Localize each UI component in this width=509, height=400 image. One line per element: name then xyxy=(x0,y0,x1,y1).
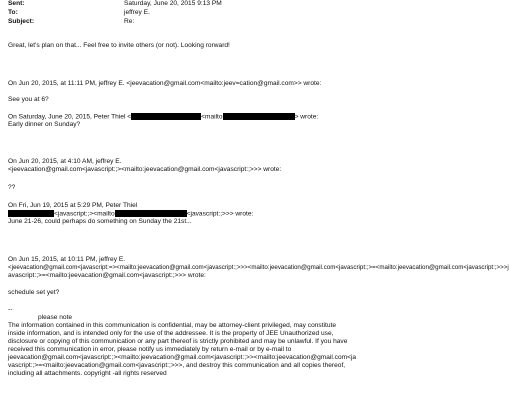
body-line-1: Great, let's plan on that... Feel free to invite others (or not). Looking rorward! xyxy=(8,42,230,49)
disclaimer-line: vascript:;>=<mailto:jeevacation@gmail.com<javascript:;>>>, and destroy this communication and all copies thereof, xyxy=(8,362,346,369)
quote-4-header-c: <javascript:;>>> wrote: xyxy=(186,210,254,218)
quote-2-header xyxy=(8,113,318,121)
to-value: jeffrey E. xyxy=(124,9,150,16)
quote-3-header-2: <jeevacation@gmail.com<javascript:;><mailto:jeevacation@gmail.com<javascript:;>>> wrote: xyxy=(8,166,282,173)
quote-2-header-b: <mailto xyxy=(201,113,223,121)
quote-2-header-a: On Saturday, June 20, 2015, Peter Thiel < xyxy=(8,113,132,121)
quote-4-header-2 xyxy=(8,210,253,218)
signature-dash: -- xyxy=(8,306,13,313)
to-label: To: xyxy=(8,9,18,16)
redaction-box xyxy=(131,113,201,120)
quote-5-header-2: <jeevacation@gmail.com<javascript:=><mailto:jeevacation@gmail.com<javascript:;>>><mailto:jeevacation@gmail.com<javascript:;>=<mailto:jeevacation@gmail.com<javascript:;>>>j xyxy=(8,264,509,271)
quote-4-text: June 21-26, could perhaps do something on Sunday the 21st... xyxy=(8,218,192,225)
quote-2-header-c: > wrote: xyxy=(294,113,319,121)
disclaimer-line: disclosure or copying of this communication or any part thereof is strictly prohibited and may be unlawful. If you have xyxy=(8,338,348,345)
quote-2-text: Early dinner on Sunday? xyxy=(8,121,81,128)
redaction-box xyxy=(8,210,54,217)
quote-4-header-1: On Fri, Jun 19, 2015 at 5:29 PM, Peter Thiel xyxy=(8,202,138,209)
disclaimer-line: jeevacation@gmail.com<javascript:;><mailto:jeevacation@gmail.com<javascript:;>><mailto:jeevacation@gmail.com<ja xyxy=(8,354,357,361)
quote-5-header-1: On Jun 15, 2015, at 10:11 PM, jeffrey E. xyxy=(8,256,126,263)
quote-5-text: schedule set yet? xyxy=(8,289,60,296)
disclaimer-line: The information contained in this communication is confidential, may be attorney-client privileged, may constitute xyxy=(8,322,337,329)
subject-label: Subject: xyxy=(8,18,35,25)
sent-label: Sent: xyxy=(8,0,25,7)
quote-1-header: On Jun 20, 2015, at 11:11 PM, jeffrey E. <jeevacation@gmail.com<mailto:jeev=cation@gmail.com>> wrote: xyxy=(8,80,322,87)
redaction-box xyxy=(223,113,295,120)
quote-4-header-b: <javascript:;><mailto xyxy=(54,210,115,218)
subject-value: Re: xyxy=(124,18,135,25)
redaction-box xyxy=(115,210,187,217)
sent-value: Saturday, June 20, 2015 9:13 PM xyxy=(124,0,222,7)
disclaimer-line: inside information, and is intended only for the use of the addressee. It is the property of JEE Unauthorized use, xyxy=(8,330,334,337)
disclaimer-line: including all attachments. copyright -all rights reserved xyxy=(8,370,167,377)
quote-1-text: See you at 6? xyxy=(8,96,49,103)
quote-3-header-1: On Jun 20, 2015, at 4:10 AM, jeffrey E. xyxy=(8,158,122,165)
quote-5-header-3: avascript:;>=<mailto:jeevacation@gmail.com<javascript:;>>> wrote: xyxy=(8,272,206,279)
quote-3-text: ?? xyxy=(8,184,16,191)
disclaimer-line: received this communication in error, please notify us immediately by return e-mail or by e-mail to xyxy=(8,346,292,353)
please-note: please note xyxy=(38,314,73,321)
